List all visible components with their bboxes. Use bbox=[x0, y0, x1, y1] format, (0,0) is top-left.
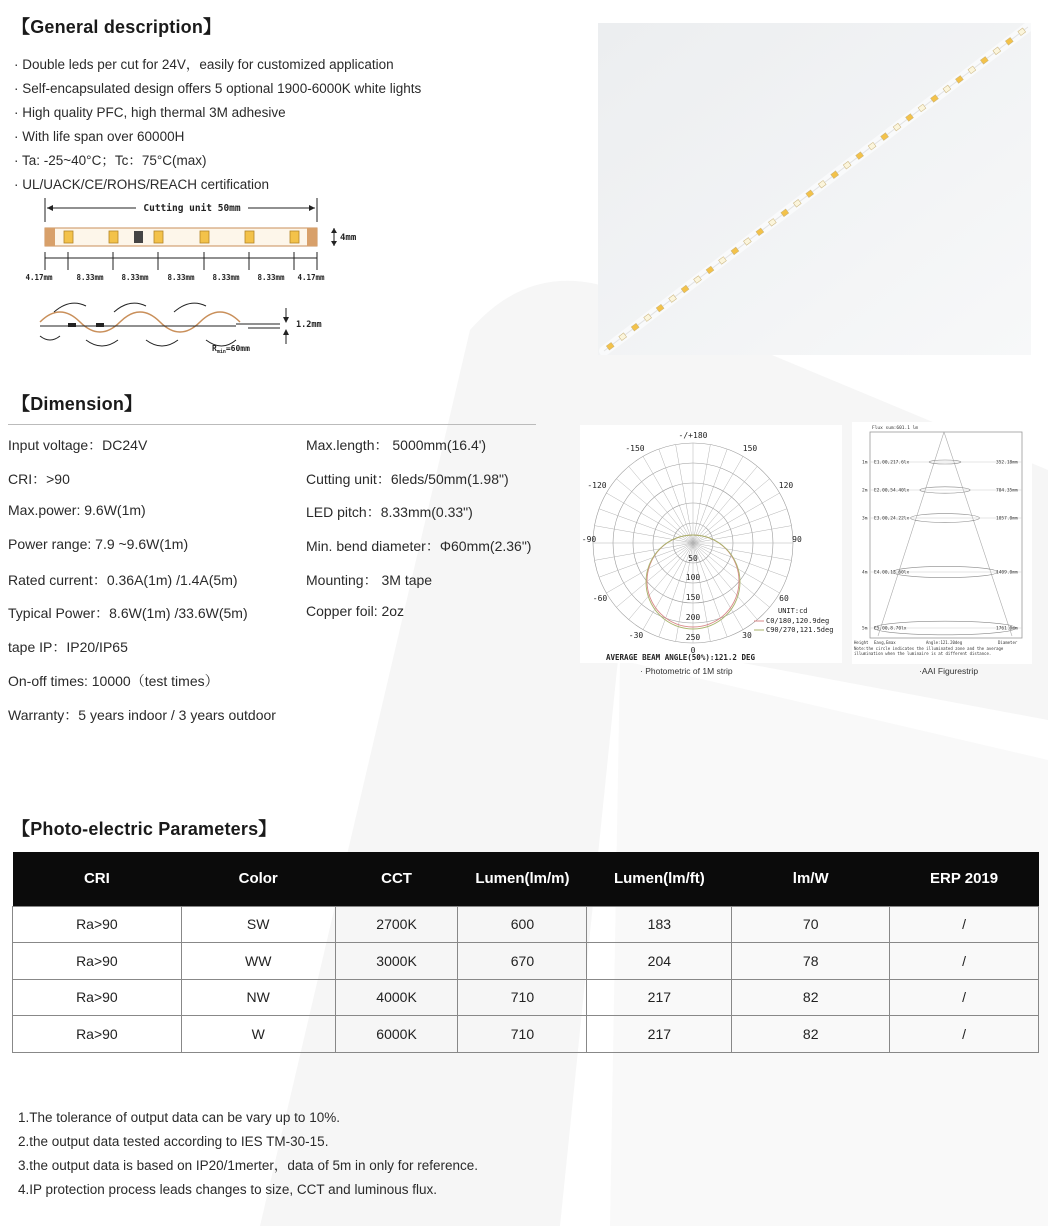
aai-illuminance-label: E4.00,13.60lx bbox=[874, 570, 910, 576]
aai-footer-eavg: Eavg,Emax bbox=[874, 640, 896, 645]
spec-min-bend-diameter: Min. bend diameter：Φ60mm(2.36") bbox=[306, 538, 532, 555]
table-cell: 217 bbox=[587, 1016, 732, 1053]
radial-label: 200 bbox=[685, 613, 701, 622]
angle-label: 90 bbox=[792, 535, 802, 544]
table-cell: Ra>90 bbox=[13, 979, 182, 1016]
general-description-heading: 【General description】 bbox=[12, 17, 222, 37]
angle-label: -90 bbox=[581, 535, 597, 544]
segment-label: 8.33mm bbox=[167, 273, 195, 282]
aai-diameter-label: 704.35mm bbox=[996, 488, 1018, 494]
aai-height-label: 5m bbox=[862, 626, 868, 632]
segment-label: 8.33mm bbox=[76, 273, 104, 282]
table-cell: Ra>90 bbox=[13, 906, 182, 943]
spec-cutting-unit: Cutting unit：6leds/50mm(1.98") bbox=[306, 470, 509, 487]
table-cell: NW bbox=[181, 979, 335, 1016]
dimension-right-column bbox=[306, 435, 531, 637]
aai-footer-angle: Angle:121.20deg bbox=[926, 640, 963, 645]
table-cell: Ra>90 bbox=[13, 1016, 182, 1053]
table-cell: / bbox=[890, 943, 1039, 980]
beam-angle-label: AVERAGE BEAM ANGLE(50%):121.2 DEG bbox=[606, 653, 756, 662]
spec-tape-ip: tape IP：IP20/IP65 bbox=[8, 639, 128, 656]
table-cell: 710 bbox=[458, 979, 587, 1016]
aai-illuminance-diagram bbox=[852, 422, 1032, 664]
angle-label: 30 bbox=[742, 631, 752, 640]
table-cell: 2700K bbox=[335, 906, 458, 943]
table-cell: WW bbox=[181, 943, 335, 980]
bullet-item: · UL/UACK/CE/ROHS/REACH certification bbox=[14, 177, 270, 192]
radial-label: 150 bbox=[685, 593, 701, 602]
radial-label: 100 bbox=[685, 573, 701, 582]
table-cell: W bbox=[181, 1016, 335, 1053]
notes-list bbox=[18, 1106, 478, 1202]
table-cell: / bbox=[890, 979, 1039, 1016]
table-row bbox=[13, 979, 1039, 1016]
spec-max-power: Max.power: 9.6W(1m) bbox=[8, 502, 146, 519]
thickness-label: 1.2mm bbox=[296, 320, 322, 330]
spec-rated-current: Rated current：0.36A(1m) /1.4A(5m) bbox=[8, 571, 238, 588]
table-row bbox=[13, 906, 1039, 943]
aai-height-label: 3m bbox=[862, 516, 868, 522]
bend-radius-label: R bbox=[212, 344, 217, 353]
bullet-item: · High quality PFC, high thermal 3M adhesive bbox=[14, 105, 286, 120]
bullet-item: · Double leds per cut for 24V，easily for customized application bbox=[14, 57, 394, 72]
aai-height-label: 1m bbox=[862, 460, 868, 466]
cutting-unit-label: Cutting unit 50mm bbox=[143, 203, 241, 214]
general-description-list bbox=[14, 53, 421, 197]
angle-label: 150 bbox=[742, 444, 758, 453]
c0-legend: C0/180,120.9deg bbox=[766, 617, 830, 625]
segment-label: 8.33mm bbox=[212, 273, 240, 282]
unit-label: UNIT:cd bbox=[778, 607, 808, 615]
table-cell: 78 bbox=[732, 943, 890, 980]
aai-diameter-label: 1409.0mm bbox=[996, 570, 1018, 576]
table-cell: / bbox=[890, 1016, 1039, 1053]
aai-illuminance-label: E1.00,217.6lx bbox=[874, 460, 910, 466]
aai-illuminance-label: E5.00,8.70lx bbox=[874, 626, 907, 632]
table-header-row bbox=[13, 852, 1039, 906]
spec-power-range: Power range: 7.9 ~9.6W(1m) bbox=[8, 536, 189, 553]
table-cell: 670 bbox=[458, 943, 587, 980]
spec-led-pitch: LED pitch：8.33mm(0.33") bbox=[306, 504, 473, 521]
photometric-polar-diagram bbox=[580, 425, 842, 663]
table-cell: Ra>90 bbox=[13, 943, 182, 980]
angle-label: -150 bbox=[625, 444, 645, 453]
photo-electric-table bbox=[12, 852, 1039, 1053]
aai-flux-header: Flux sum:601.1 lm bbox=[872, 426, 919, 431]
dimension-heading: 【Dimension】 bbox=[12, 394, 143, 414]
aai-illuminance-label: E2.00,54.40lx bbox=[874, 488, 910, 494]
note-item: 2.the output data tested according to IES TM-30-15. bbox=[18, 1134, 329, 1149]
angle-label: -30 bbox=[628, 631, 644, 640]
radial-label: 50 bbox=[688, 554, 698, 563]
note-item: 3.the output data is based on IP20/1merter，data of 5m in only for reference. bbox=[18, 1158, 479, 1173]
spec-max-length: Max.length： 5000mm(16.4') bbox=[306, 437, 487, 453]
spec-on-off-times: On-off times: 10000（test times） bbox=[8, 672, 219, 689]
aai-diameter-label: 1761.0mm bbox=[996, 626, 1018, 632]
table-cell: 6000K bbox=[335, 1016, 458, 1053]
angle-label: 60 bbox=[779, 594, 789, 603]
angle-label: 120 bbox=[778, 481, 794, 490]
segment-label: 4.17mm bbox=[25, 273, 53, 282]
bullet-item: · Ta: -25~40°C；Tc：75°C(max) bbox=[14, 153, 207, 168]
bend-radius-value: =60mm bbox=[225, 344, 250, 353]
table-cell: 204 bbox=[587, 943, 732, 980]
aai-height-label: 2m bbox=[862, 488, 868, 494]
table-cell: SW bbox=[181, 906, 335, 943]
angle-label: 0 bbox=[690, 646, 696, 655]
spec-copper-foil: Copper foil: 2oz bbox=[306, 603, 405, 620]
column-header-cct: CCT bbox=[335, 852, 458, 906]
angle-label: -/+180 bbox=[678, 431, 708, 440]
radial-label: 250 bbox=[685, 633, 701, 642]
aai-footer-height: Height bbox=[854, 640, 869, 645]
spec-cri: CRI：>90 bbox=[8, 470, 70, 487]
aai-diameter-label: 1057.0mm bbox=[996, 516, 1018, 522]
angle-label: -120 bbox=[587, 481, 607, 490]
led-strip-photo bbox=[598, 23, 1031, 355]
note-item: 1.The tolerance of output data can be vary up to 10%. bbox=[18, 1110, 340, 1125]
table-row bbox=[13, 943, 1039, 980]
c90-legend: C90/270,121.5deg bbox=[766, 626, 834, 634]
segment-label: 4.17mm bbox=[297, 273, 325, 282]
aai-caption: ·AAI Figurestrip bbox=[919, 666, 979, 676]
table-cell: 82 bbox=[732, 979, 890, 1016]
table-cell: 600 bbox=[458, 906, 587, 943]
spec-mounting: Mounting： 3M tape bbox=[306, 571, 433, 588]
spec-input-voltage: Input voltage：DC24V bbox=[8, 437, 148, 453]
angle-label: -60 bbox=[592, 594, 608, 603]
bend-radius-diagram bbox=[36, 292, 346, 360]
spec-typical-power: Typical Power：8.6W(1m) /33.6W(5m) bbox=[8, 605, 248, 622]
dimension-left-column bbox=[8, 435, 276, 738]
aai-height-label: 4m bbox=[862, 570, 868, 576]
column-header-lumen-m: Lumen(lm/m) bbox=[458, 852, 587, 906]
table-cell: 3000K bbox=[335, 943, 458, 980]
note-item: 4.IP protection process leads changes to size, CCT and luminous flux. bbox=[18, 1182, 437, 1197]
column-header-cri: CRI bbox=[13, 852, 182, 906]
table-cell: 217 bbox=[587, 979, 732, 1016]
segment-label: 8.33mm bbox=[121, 273, 149, 282]
table-cell: 710 bbox=[458, 1016, 587, 1053]
photo-electric-heading: 【Photo-electric Parameters】 bbox=[12, 819, 277, 839]
column-header-lumen-ft: Lumen(lm/ft) bbox=[587, 852, 732, 906]
table-cell: 82 bbox=[732, 1016, 890, 1053]
cutting-unit-diagram bbox=[18, 192, 378, 292]
aai-note: Note:the circle indicates the illuminated zone and the average illumination when the luminaire is at different distance. bbox=[854, 646, 1004, 656]
dimension-divider bbox=[8, 424, 536, 425]
bullet-item: · With life span over 60000H bbox=[14, 129, 185, 144]
column-header-erp: ERP 2019 bbox=[890, 852, 1039, 906]
segment-label: 8.33mm bbox=[257, 273, 285, 282]
bend-radius-sub: min bbox=[216, 349, 226, 355]
table-cell: 70 bbox=[732, 906, 890, 943]
table-row bbox=[13, 1016, 1039, 1053]
photometric-caption: · Photometric of 1M strip bbox=[640, 666, 733, 676]
aai-diameter-label: 352.18mm bbox=[996, 460, 1018, 466]
aai-footer-diameter: Diameter bbox=[998, 640, 1018, 645]
table-cell: 4000K bbox=[335, 979, 458, 1016]
table-cell: 183 bbox=[587, 906, 732, 943]
column-header-lmw: lm/W bbox=[732, 852, 890, 906]
aai-illuminance-label: E3.00,24.22lx bbox=[874, 516, 910, 522]
spec-warranty: Warranty：5 years indoor / 3 years outdoor bbox=[8, 706, 276, 723]
column-header-color: Color bbox=[181, 852, 335, 906]
table-cell: / bbox=[890, 906, 1039, 943]
width-label: 4mm bbox=[340, 233, 357, 243]
bullet-item: · Self-encapsulated design offers 5 optional 1900-6000K white lights bbox=[14, 81, 422, 96]
